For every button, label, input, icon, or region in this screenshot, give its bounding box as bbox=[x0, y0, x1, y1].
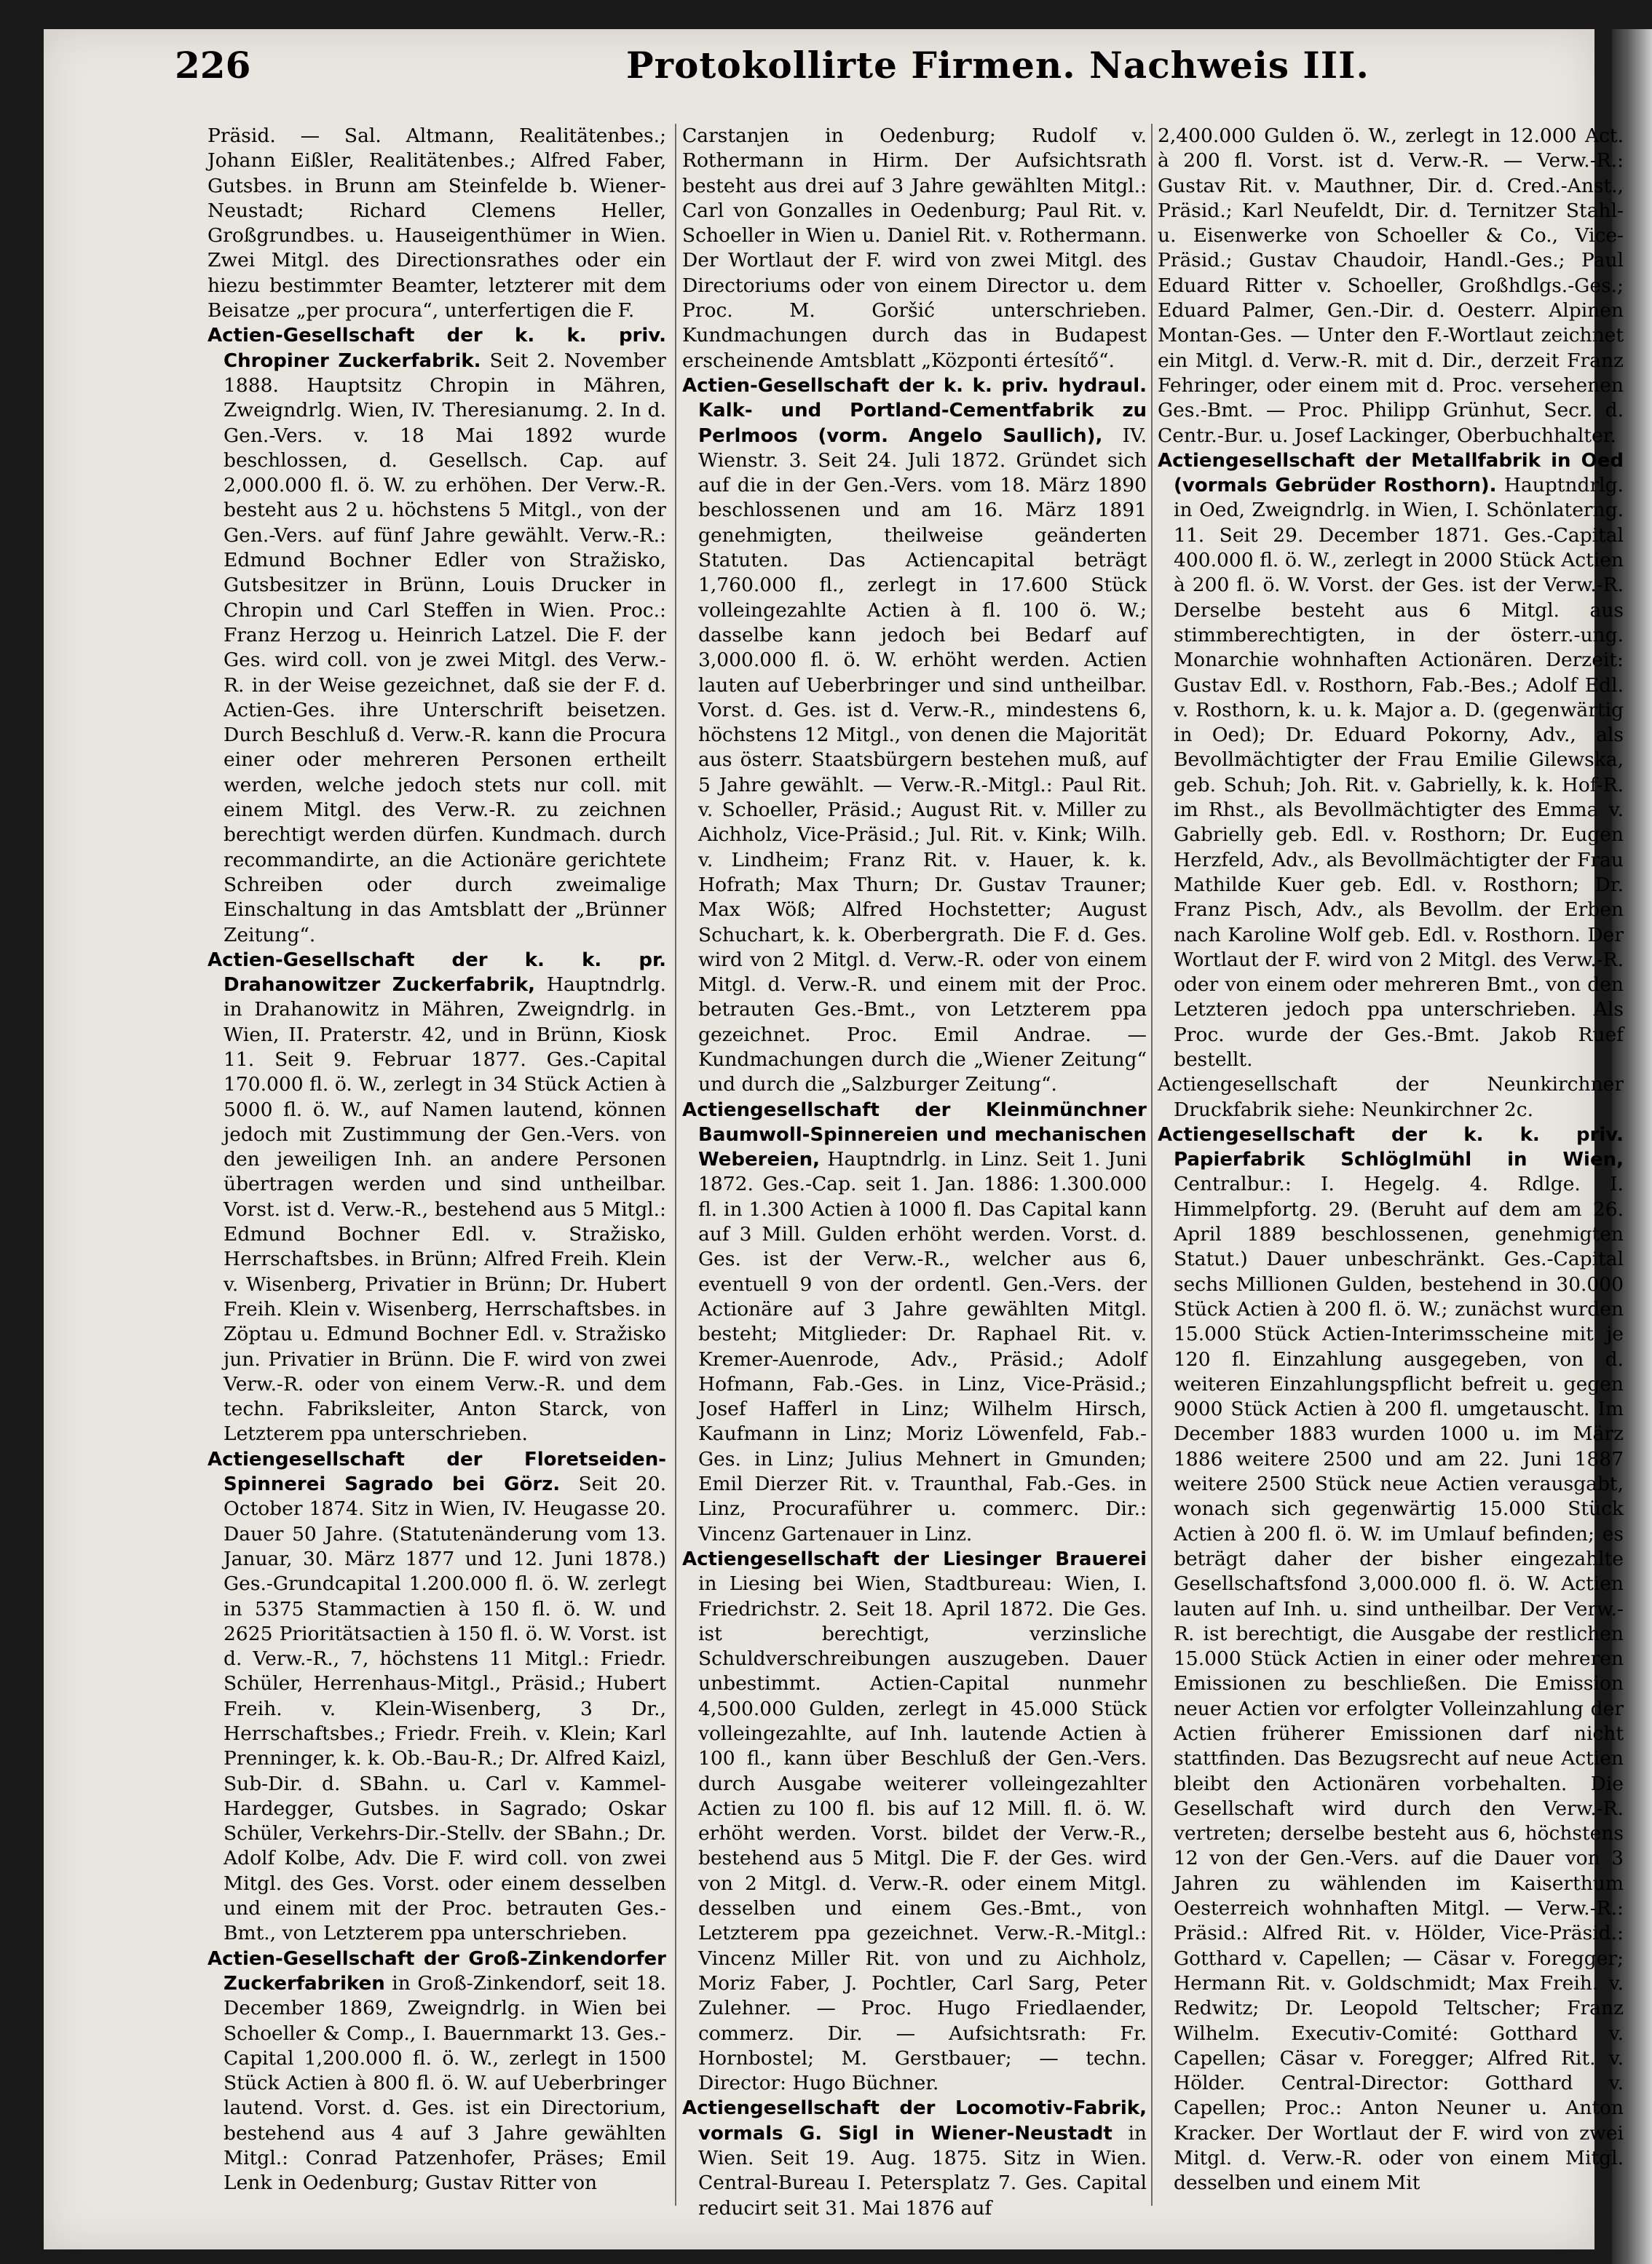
entry-heading: Actiengesellschaft der Floretseiden-Spinnerei Sagrado bei Görz. bbox=[208, 1448, 666, 1496]
text-column-1 bbox=[208, 124, 666, 2196]
entry bbox=[1158, 1123, 1624, 2196]
entry-body: Seit 20. October 1874. Sitz in Wien, IV. Heugasse 20. Dauer 50 Jahre. (Statutenänderung vom 13. Januar, 30. März 1877 und 12. Juni 1878.) Ges.-Grundcapital 1.200.000 fl. ö. W. zerlegt in 5375 Stammactien à 150 fl. ö. W. und 2625 Prioritätsactien à 150 fl. ö. W. Vorst. ist d. Verw.-R., 7, höchstens 11 Mitgl.: Friedr. Schüler, Herrenhaus-Mitgl., Präsid.; Hubert Freih. v. Klein-Wisenberg, 3 Dr., Herrschaftsbes.; Friedr. Freih. v. Klein; Karl Prenninger, k. k. Ob.-Bau-R.; Dr. Alfred Kaizl, Sub-Dir. d. SBahn. u. Carl v. Kammel-Hardegger, Gutsbes. in Sagrado; Oskar Schüler, Verkehrs-Dir.-Stellv. der SBahn.; Dr. Adolf Kolbe, Adv. Die F. wird coll. von zwei Mitgl. des Ges. Vorst. oder einem desselben und einem mit der Proc. betrauten Ges.-Bmt., von Letzterem ppa unterschrieben. bbox=[224, 1473, 666, 1945]
entry-body: Hauptndrlg. in Drahanowitz in Mähren, Zweigndrlg. in Wien, II. Praterstr. 42, und in Brünn, Kiosk 11. Seit 9. Februar 1877. Ges.-Capital 170.000 fl. ö. W., zerlegt in 34 Stück Actien à 5000 fl. ö. W., auf Namen lautend, können jedoch mit Zustimmung der Gen.-Vers. von den jeweiligen Inh. an andere Personen übertragen werden und sind untheilbar. Vorst. ist d. Verw.-R., bestehend aus 5 Mitgl.: Edmund Bochner Edl. v. Stražisko, Herrschaftsbes. in Brünn; Alfred Freih. Klein v. Wisenberg, Privatier in Brünn; Dr. Hubert Freih. Klein v. Wisenberg, Herrschaftsbes. in Zöptau u. Edmund Bochner Edl. v. Stražisko jun. Privatier in Brünn. Die F. wird von zwei Verw.-R. oder von einem Verw.-R. und dem techn. Fabriksleiter, Anton Starck, von Letzterem ppa unterschrieben. bbox=[224, 973, 666, 1446]
entry-body: in Liesing bei Wien, Stadtbureau: Wien, I. Friedrichstr. 2. Seit 18. April 1872. Die Ges. ist berechtigt, verzinsliche Schuldverschreibungen auszugeben. Dauer unbestimmt. Actien-Capital nunmehr 4,500.000 Gulden, zerlegt in 45.000 Stück volleingezahlte, auf Inh. lautende Actien à 100 fl., kann über Beschluß der Gen.-Vers. durch Ausgabe weiterer volleingezahlter Actien zu 100 fl. bis auf 12 Mill. fl. ö. W. erhöht werden. Vorst. bildet der Verw.-R., bestehend aus 5 Mitgl. Die F. der Ges. wird von 2 Mitgl. d. Verw.-R. oder einem Mitgl. desselben und einem Ges.-Bmt., von Letzterem ppa gezeichnet. Verw.-R.-Mitgl.: Vincenz Miller Rit. von und zu Aichholz, Moriz Faber, J. Pochtler, Carl Sarg, Peter Zulehner. — Proc. Hugo Friedlaender, commerz. Dir. — Aufsichtsrath: Fr. Hornbostel; M. Gerstbauer; — techn. Director: Hugo Büchner. bbox=[698, 1572, 1147, 2095]
entry bbox=[682, 373, 1147, 1098]
entry bbox=[208, 1447, 666, 1947]
entry-body: IV. Wienstr. 3. Seit 24. Juli 1872. Gründet sich auf die in der Gen.-Vers. vom 18. März 1890 beschlossenen und am 16. März 1891 genehmigten, theilweise geänderten Statuten. Das Actiencapital beträgt 1,760.000 fl., zerlegt in 17.600 Stück volleingezahlte Actien à fl. 100 ö. W.; dasselbe kann jedoch bei Bedarf auf 3,000.000 fl. ö. W. erhöht werden. Actien lauten auf Ueberbringer und sind untheilbar. Vorst. d. Ges. ist d. Verw.-R., mindestens 6, höchstens 12 Mitgl., von denen die Majorität aus österr. Staatsbürgern bestehen muß, auf 5 Jahre gewählt. — Verw.-R.-Mitgl.: Paul Rit. v. Schoeller, Präsid.; August Rit. v. Miller zu Aichholz, Vice-Präsid.; Jul. Rit. v. Kink; Wilh. v. Lindheim; Franz Rit. v. Hauer, k. k. Hofrath; Max Thurn; Dr. Gustav Trauner; Max Wöß; Alfred Hochstetter; August Schuchart, k. k. Oberbergrath. Die F. d. Ges. wird von 2 Mitgl. d. Verw.-R. oder von einem Mitgl. d. Verw.-R. und einem mit der Proc. betrauten Ges.-Bmt., von Letzterem ppa gezeichnet. Proc. Emil Andrae. — Kundmachungen durch die „Wiener Zeitung“ und durch die „Salzburger Zeitung“. bbox=[698, 424, 1147, 1096]
entry bbox=[682, 2096, 1147, 2220]
cross-reference: Actiengesellschaft der Neunkirchner Druckfabrik siehe: Neunkirchner 2c. bbox=[1158, 1073, 1624, 1121]
entry bbox=[208, 323, 666, 947]
page-header bbox=[175, 44, 1493, 109]
entry-heading: Actien-Gesellschaft der k. k. priv. Chropiner Zuckerfabrik. bbox=[208, 325, 666, 372]
text-column-2 bbox=[682, 124, 1147, 2221]
page-number: 226 bbox=[175, 44, 251, 87]
entry-heading: Actiengesellschaft der Metallfabrik in Oed (vormals Gebrüder Rosthorn). bbox=[1158, 449, 1624, 497]
entry bbox=[1158, 448, 1624, 1072]
entry-continuation: 2,400.000 Gulden ö. W., zerlegt in 12.000 Act. à 200 fl. Vorst. ist d. Verw.-R. — Verw.-R.: Gustav Rit. v. Mauthner, Dir. d. Cred.-Anst., Präsid.; Karl Neufeldt, Dir. d. Ternitzer Stahl- u. Eisenwerke von Schoeller & Co., Vice-Präsid.; Gustav Chaudoir, Handl.-Ges.; Paul Eduard Ritter v. Schoeller, Großhdlgs.-Ges.; Eduard Palmer, Gen.-Dir. d. Oesterr. Alpinen Montan-Ges. — Unter den F.-Wortlaut zeichnet ein Mitgl. d. Verw.-R. mit d. Dir., derzeit Franz Fehringer, oder einem mit d. Proc. versehenen Ges.-Bmt. — Proc. Philipp Grünhut, Secr. d. Centr.-Bur. u. Josef Lackinger, Oberbuchhalter. bbox=[1158, 124, 1624, 447]
text-column-3 bbox=[1158, 124, 1624, 2196]
entry-body: Centralbur.: I. Hegelg. 4. Rdlge. I. Himmelpfortg. 29. (Beruht auf dem am 26. April 1889 beschlossenen, genehmigten Statut.) Dauer unbeschränkt. Ges.-Capital sechs Millionen Gulden, bestehend in 30.000 Stück Actien à 200 fl. ö. W.; zunächst wurden 15.000 Stück Actien-Interimsscheine mit je 120 fl. Einzahlung ausgegeben, von d. weiteren Einzahlungspflicht befreit u. gegen 9000 Stück Actien à 200 fl. umgetauscht. Im December 1883 wurden 1000 u. im März 1886 weitere 2500 und am 22. Juni 1887 weitere 2500 Stück neue Actien verausgabt, wonach sich gegenwärtig 15.000 Stück Actien à 200 fl. ö. W. im Umlauf befinden; es beträgt daher der bisher eingezahlte Gesellschaftsfond 3,000.000 fl. ö. W. Actien lauten auf Inh. u. sind untheilbar. Der Verw.-R. ist berechtigt, die Ausgabe der restlichen 15.000 Stück Actien in einer oder mehreren Emissionen zu beschließen. Die Emission neuer Actien vor erfolgter Volleinzahlung der Actien früherer Emissionen darf nicht stattfinden. Das Bezugsrecht auf neue Actien bleibt den Actionären vorbehalten. Die Gesellschaft wird durch den Verw.-R. vertreten; derselbe besteht aus 6, höchstens 12 von der Gen.-Vers. auf die Dauer von 3 Jahren zu wählenden im Kaiserthum Oesterreich wohnhaften Mitgl. — Verw.-R.: Präsid.: Alfred Rit. v. Hölder, Vice-Präsid.: Gotthard v. Capellen; — Cäsar v. Foregger; Hermann Rit. v. Goldschmidt; Max Freih. v. Redwitz; Dr. Leopold Teltscher; Franz Wilhelm. Executiv-Comité: Gotthard v. Capellen; Cäsar v. Foregger; Alfred Rit. v. Hölder. Central-Director: Gotthard v. Capellen; Proc.: Anton Neuner u. Anton Kracker. Der Wortlaut der F. wird von zwei Mitgl. d. Verw.-R. oder von einem Mitgl. desselben und einem Mit bbox=[1174, 1173, 1624, 2195]
entry-continuation: Präsid. — Sal. Altmann, Realitätenbes.; Johann Eißler, Realitätenbes.; Alfred Faber, Gutsbes. in Brunn am Steinfelde b. Wiener-Neustadt; Richard Clemens Heller, Großgrundbes. u. Hauseigenthümer in Wien. Zwei Mitgl. des Directionsrathes oder ein hiezu bestimmter Beamter, letzterer mit dem Beisatze „per procura“, unterfertigen die F. bbox=[208, 124, 666, 322]
column-rule bbox=[1151, 124, 1153, 2206]
entry-body: in Groß-Zinkendorf, seit 18. December 1869, Zweigndrlg. in Wien bei Schoeller & Comp., I. Bauernmarkt 13. Ges.-Capital 1,200.000 fl. ö. W., zerlegt in 1500 Stück Actien à 800 fl. ö. W. auf Ueberbringer lautend. Vorst. d. Ges. ist ein Directorium, bestehend aus 4 auf 3 Jahre gewählten Mitgl.: Conrad Patzenhofer, Präses; Emil Lenk in Oedenburg; Gustav Ritter von bbox=[224, 1971, 666, 2195]
entry-continuation: Carstanjen in Oedenburg; Rudolf v. Rothermann in Hirm. Der Aufsichtsrath besteht aus drei auf 3 Jahre gewählten Mitgl.: Carl von Gonzalles in Oedenburg; Paul Rit. v. Schoeller in Wien u. Daniel Rit. v. Rothermann. Der Wortlaut der F. wird von zwei Mitgl. des Directoriums oder von einem Director u. dem Proc. M. Goršić unterschrieben. Kundmachungen durch das in Budapest erscheinende Amtsblatt „Központi értesítő“. bbox=[682, 124, 1147, 372]
entry-heading: Actien-Gesellschaft der k. k. pr. Drahanowitzer Zuckerfabrik, bbox=[208, 949, 666, 997]
entry-body: Seit 2. November 1888. Hauptsitz Chropin in Mähren, Zweigndrlg. Wien, IV. Theresianumg. 2. In d. Gen.-Vers. v. 18 Mai 1892 wurde beschlossen, d. Gesellsch. Cap. auf 2,000.000 fl. ö. W. zu erhöhen. Der Verw.-R. besteht aus 2 u. höchstens 5 Mitgl., von der Gen.-Vers. auf fünf Jahre gewählt. Verw.-R.: Edmund Bochner Edler von Stražisko, Gutsbesitzer in Brünn, Louis Drucker in Chropin und Carl Steffen in Wien. Proc.: Franz Herzog u. Heinrich Latzel. Die F. der Ges. wird coll. von je zwei Mitgl. des Verw.-R. in der Weise gezeichnet, daß sie der F. d. Actien-Ges. ihre Unterschrift beisetzen. Durch Beschluß d. Verw.-R. kann die Procura einer oder mehreren Personen ertheilt werden, welche jedoch stets nur coll. mit einem Mitgl. des Verw.-R. zu zeichnen berechtigt werden dürfen. Kundmach. durch recommandirte, an die Actionäre gerichtete Schreiben oder durch zweimalige Einschaltung in das Amtsblatt der „Brünner Zeitung“. bbox=[224, 349, 666, 946]
entry-heading: Actiengesellschaft der Locomotiv-Fabrik, vormals G. Sigl in Wiener-Neustadt bbox=[682, 2097, 1147, 2145]
entry-heading: Actiengesellschaft der Liesinger Brauerei bbox=[682, 1548, 1147, 1570]
entry bbox=[682, 1547, 1147, 2097]
entry-heading: Actien-Gesellschaft der k. k. priv. hydraul. Kalk- und Portland-Cementfabrik zu Perlmoos (vorm. Angelo Saullich), bbox=[682, 374, 1147, 447]
entry-heading: Actiengesellschaft der Kleinmünchner Baumwoll-Spinnereien und mechanischen Webereien, bbox=[682, 1099, 1147, 1171]
entry bbox=[208, 948, 666, 1447]
running-head: Protokollirte Firmen. Nachweis III. bbox=[626, 44, 1370, 87]
entry-heading: Actiengesellschaft der k. k. priv. Papierfabrik Schlöglmühl in Wien, bbox=[1158, 1123, 1624, 1171]
entry bbox=[208, 1947, 666, 2196]
entry-body: Hauptndrlg. in Oed, Zweigndrlg. in Wien, I. Schönlaterng. 11. Seit 29. December 1871. Ges.-Capital 400.000 fl. ö. W., zerlegt in 2000 Stück Actien à 200 fl. ö. W. Vorst. der Ges. ist der Verw.-R. Derselbe besteht aus 6 Mitgl. aus stimmberechtigten, in der österr.-ung. Monarchie wohnhaften Actionären. Derzeit: Gustav Edl. v. Rosthorn, Fab.-Bes.; Adolf Edl. v. Rosthorn, k. u. k. Major a. D. (gegenwärtig in Oed); Dr. Eduard Pokorny, Adv., als Bevollmächtigter der Frau Emilie Gilewska, geb. Schuh; Joh. Rit. v. Gabrielly, k. k. Hof-R. im Rhst., als Bevollmächtigter des Emma v. Gabrielly geb. Edl. v. Rosthorn; Dr. Eugen Herzfeld, Adv., als Bevollmächtigter der Frau Mathilde Kuer geb. Edl. v. Rosthorn; Dr. Franz Pisch, Adv., als Bevollm. der Erben nach Karoline Wolf geb. Edl. v. Rosthorn. Der Wortlaut der F. wird von 2 Mitgl. des Verw.-R. oder von einem oder mehreren Bmt., von den Letzteren jedoch ppa unterschrieben. Als Proc. wurde der Ges.-Bmt. Jakob Ruef bestellt. bbox=[1174, 474, 1624, 1071]
entry-heading: Actien-Gesellschaft der Groß-Zinkendorfer Zuckerfabriken bbox=[208, 1947, 666, 1995]
column-rule bbox=[675, 124, 676, 2206]
entry bbox=[682, 1098, 1147, 1547]
entry-body: Hauptndrlg. in Linz. Seit 1. Juni 1872. Ges.-Cap. seit 1. Jan. 1886: 1.300.000 fl. in 1.300 Actien à 1000 fl. Das Capital kann auf 3 Mill. Gulden erhöht werden. Vorst. d. Ges. ist der Verw.-R., welcher aus 6, eventuell 9 von der ordentl. Gen.-Vers. der Actionäre auf 3 Jahre gewählten Mitgl. besteht; Mitglieder: Dr. Raphael Rit. v. Kremer-Auenrode, Adv., Präsid.; Adolf Hofmann, Fab.-Ges. in Linz, Vice-Präsid.; Josef Hafferl in Linz; Wilhelm Hirsch, Kaufmann in Linz; Moriz Löwenfeld, Fab.-Ges. in Linz; Julius Mehnert in Gmunden; Emil Dierzer Rit. v. Traunthal, Fab.-Ges. in Linz, Procuraführer u. commerc. Dir.: Vincenz Gartenauer in Linz. bbox=[698, 1148, 1147, 1545]
entry-body: in Wien. Seit 19. Aug. 1875. Sitz in Wien. Central-Bureau I. Petersplatz 7. Ges. Capital reducirt seit 31. Mai 1876 auf bbox=[698, 2121, 1147, 2220]
